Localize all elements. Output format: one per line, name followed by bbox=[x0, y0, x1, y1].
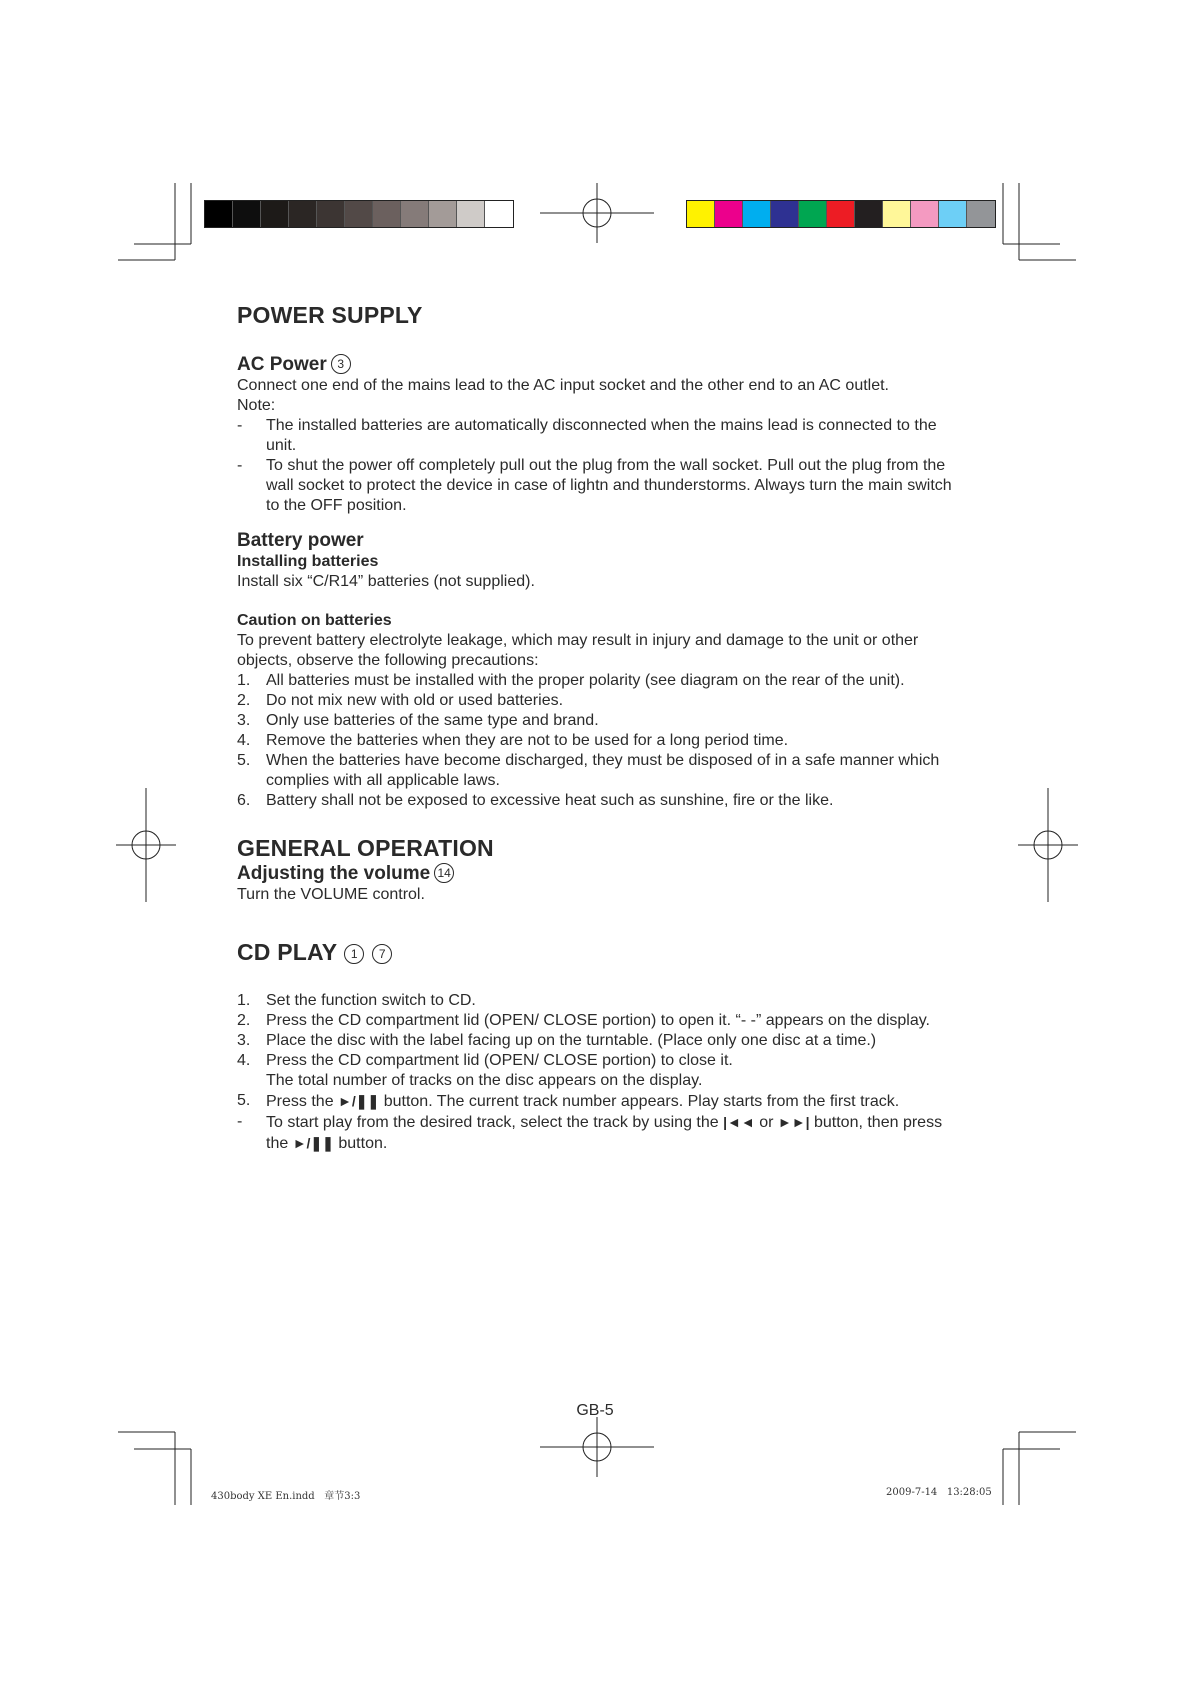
skip-forward-icon: ►►| bbox=[777, 1114, 810, 1130]
skip-back-icon: |◄◄ bbox=[723, 1114, 755, 1130]
page-number: GB-5 bbox=[576, 1402, 614, 1419]
list-item: 1. All batteries must be installed with the proper polarity (see diagram on the rear of the unit). bbox=[237, 672, 905, 689]
color-swatch bbox=[827, 201, 855, 227]
footer-file-info: 430body XE En.indd 章节3:3 bbox=[211, 1491, 361, 1502]
list-item: 3. Place the disc with the label facing up on the turntable. (Place only one disc at a time.) bbox=[237, 1032, 877, 1049]
registration-target-left bbox=[116, 788, 176, 902]
cd-play-steps bbox=[237, 991, 967, 1154]
gray-color-bar bbox=[204, 200, 514, 228]
play-pause-icon: ►/❚❚ bbox=[292, 1135, 334, 1151]
list-item: 4. Press the CD compartment lid (OPEN/ CLOSE portion) to close it. The total number of tracks on the disc appears on the display. bbox=[237, 1052, 733, 1089]
color-swatch bbox=[457, 201, 485, 227]
list-item: - To shut the power off completely pull out the plug from the wall socket. Pull out the plug from the wall socket to protect the device in case of lightn and thunderstorms. Always turn the main switch to the OFF position. bbox=[237, 457, 952, 514]
list-item: - To start play from the desired track, select the track by using the |◄◄ or ►►| button, then press the ►/❚❚ button. bbox=[237, 1113, 943, 1152]
list-item: 2. Press the CD compartment lid (OPEN/ CLOSE portion) to open it. “- -” appears on the display. bbox=[237, 1012, 930, 1029]
color-swatch bbox=[939, 201, 967, 227]
color-swatch bbox=[715, 201, 743, 227]
color-swatch bbox=[289, 201, 317, 227]
ac-power-text: Connect one end of the mains lead to the AC input socket and the other end to an AC outlet. bbox=[237, 377, 889, 394]
color-swatch bbox=[429, 201, 457, 227]
play-pause-icon: ►/❚❚ bbox=[338, 1093, 380, 1109]
registration-target-bottom bbox=[540, 1417, 654, 1477]
color-swatch bbox=[799, 201, 827, 227]
list-item: 6. Battery shall not be exposed to excessive heat such as sunshine, fire or the like. bbox=[237, 792, 834, 809]
precautions-list bbox=[237, 671, 967, 811]
color-swatch bbox=[485, 201, 513, 227]
ref-number-7: 7 bbox=[372, 944, 392, 964]
note-label: Note: bbox=[237, 397, 276, 414]
ref-number-1: 1 bbox=[344, 944, 364, 964]
registration-target-right bbox=[1018, 788, 1078, 902]
color-swatch bbox=[317, 201, 345, 227]
color-swatch bbox=[911, 201, 939, 227]
color-swatch bbox=[233, 201, 261, 227]
installing-batteries-text: Install six “C/R14” batteries (not supplied). bbox=[237, 573, 535, 590]
list-item: 5. Press the ►/❚❚ button. The current track number appears. Play starts from the first track. bbox=[237, 1092, 900, 1110]
list-item: 4. Remove the batteries when they are not to be used for a long period time. bbox=[237, 732, 789, 749]
list-item: 2. Do not mix new with old or used batteries. bbox=[237, 692, 564, 709]
color-swatch bbox=[967, 201, 995, 227]
list-item: - The installed batteries are automatically disconnected when the mains lead is connected to the unit. bbox=[237, 417, 937, 454]
cd-play-title: CD PLAY 1 7 bbox=[237, 937, 967, 967]
page-content bbox=[237, 300, 967, 1154]
color-swatch bbox=[687, 201, 715, 227]
color-swatch bbox=[261, 201, 289, 227]
adjusting-volume-heading: Adjusting the volume 14 bbox=[237, 863, 967, 885]
registration-target-top bbox=[540, 183, 654, 243]
color-swatch bbox=[345, 201, 373, 227]
process-color-bar bbox=[686, 200, 996, 228]
caution-heading: Caution on batteries bbox=[237, 612, 392, 629]
caution-intro: To prevent battery electrolyte leakage, which may result in injury and damage to the unit or other objects, observe the following precautions: bbox=[237, 632, 919, 669]
color-swatch bbox=[373, 201, 401, 227]
installing-batteries-heading: Installing batteries bbox=[237, 553, 379, 570]
battery-power-heading: Battery power bbox=[237, 530, 364, 551]
power-supply-title: POWER SUPPLY bbox=[237, 302, 423, 328]
general-operation-title: GENERAL OPERATION bbox=[237, 835, 494, 861]
ref-number-3: 3 bbox=[331, 354, 351, 374]
ref-number-14: 14 bbox=[434, 863, 454, 883]
ac-power-heading: AC Power 3 bbox=[237, 354, 967, 376]
volume-text: Turn the VOLUME control. bbox=[237, 886, 425, 903]
ac-notes-list bbox=[237, 416, 967, 516]
color-swatch bbox=[883, 201, 911, 227]
color-swatch bbox=[743, 201, 771, 227]
color-swatch bbox=[401, 201, 429, 227]
color-swatch bbox=[855, 201, 883, 227]
list-item: 3. Only use batteries of the same type and brand. bbox=[237, 712, 599, 729]
footer-timestamp: 2009-7-14 13:28:05 bbox=[886, 1487, 992, 1498]
list-item: 1. Set the function switch to CD. bbox=[237, 992, 476, 1009]
color-swatch bbox=[205, 201, 233, 227]
color-swatch bbox=[771, 201, 799, 227]
list-item: 5. When the batteries have become discharged, they must be disposed of in a safe manner which complies with all applicable laws. bbox=[237, 752, 940, 789]
